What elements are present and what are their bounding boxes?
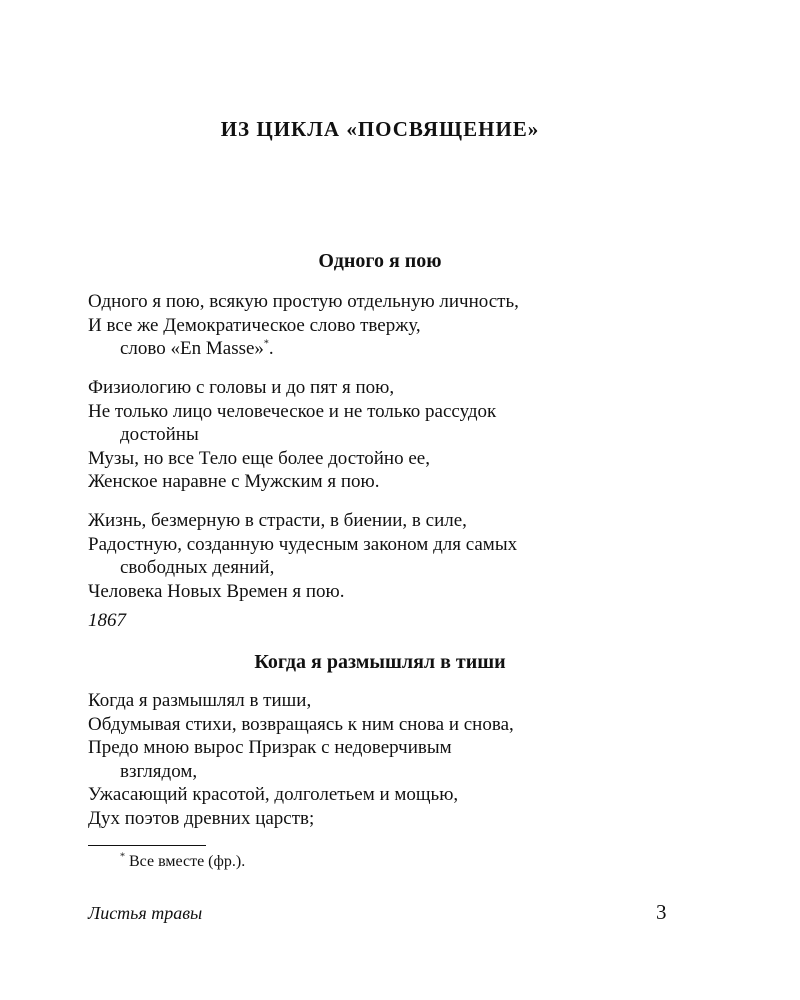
- verse-line: Не только лицо человеческое и не только рассудок: [88, 400, 497, 422]
- verse-line: Человека Новых Времен я пою.: [88, 580, 345, 602]
- poem1-stanza-3: [88, 509, 688, 603]
- verse-line: Дух поэтов древних царств;: [88, 807, 315, 829]
- verse-line: Физиологию с головы и до пят я пою,: [88, 377, 395, 398]
- verse-line: свободных деяний,: [120, 557, 275, 578]
- verse-line-suffix: .: [268, 338, 274, 359]
- footnote-text: Все вместе (фр.).: [125, 853, 246, 870]
- verse-line: Ужасающий красотой, долголетьем и мощью,: [88, 784, 459, 805]
- verse-line: Женское наравне с Мужским я пою.: [88, 471, 380, 492]
- verse-line: Когда я размышлял в тиши,: [88, 690, 312, 711]
- verse-line: взглядом,: [120, 760, 198, 782]
- page-number: 3: [656, 900, 667, 924]
- running-footer-book-title: Листья травы: [88, 903, 203, 923]
- verse-line: Предо мною вырос Призрак с недоверчивым: [88, 737, 452, 758]
- poem1-stanza-1: [88, 290, 688, 361]
- verse-line: Обдумывая стихи, возвращаясь к ним снова и снова,: [88, 713, 514, 735]
- verse-line: Одного я пою, всякую простую отдельную личность,: [88, 291, 519, 312]
- poem1-stanza-2: [88, 376, 688, 494]
- verse-line: И все же Демократическое слово твержу,: [88, 314, 421, 336]
- verse-line: Музы, но все Тело еще более достойно ее,: [88, 447, 430, 469]
- poem-year: 1867: [88, 610, 126, 631]
- verse-line-text: слово «En Masse»: [120, 338, 264, 359]
- verse-line: Жизнь, безмерную в страсти, в биении, в силе,: [88, 510, 467, 531]
- verse-line: достойны: [120, 424, 199, 445]
- poem-title-2: Когда я размышлял в тиши: [254, 651, 506, 673]
- footnote-marker: *: [263, 338, 269, 350]
- footnote-marker: *: [120, 851, 125, 863]
- verse-line: [88, 337, 688, 361]
- verse-line: Радостную, созданную чудесным законом для самых: [88, 533, 518, 555]
- footnote-divider: [88, 845, 206, 846]
- poem-title-1: Одного я пою: [318, 250, 442, 272]
- poem2-stanza-1: [88, 689, 688, 830]
- cycle-title: ИЗ ЦИКЛА «ПОСВЯЩЕНИЕ»: [220, 117, 540, 141]
- footnote: [120, 853, 245, 871]
